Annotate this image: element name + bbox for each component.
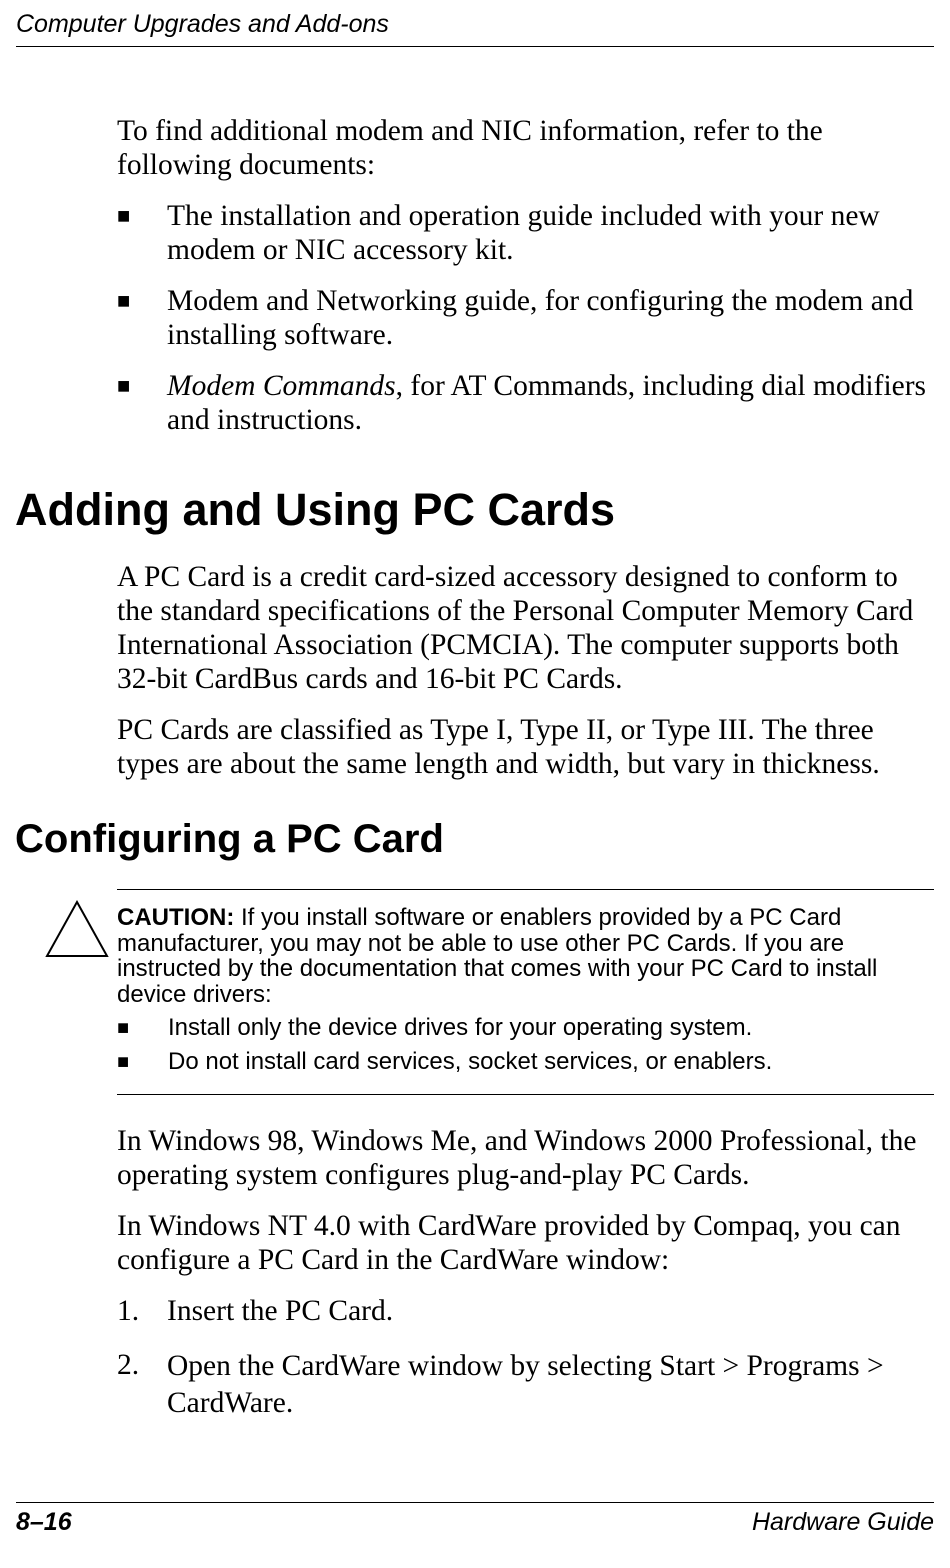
caution-triangle-icon <box>45 900 109 958</box>
caution-top-rule <box>117 889 934 890</box>
caution-bullet-text: Install only the device drives for your operating system. <box>168 1014 753 1041</box>
footer-rule <box>16 1502 934 1503</box>
caution-text <box>117 905 937 1007</box>
intro-paragraph: To find additional modem and NIC information, refer to the following documents: <box>117 115 823 181</box>
step-number: 1. <box>117 1295 140 1327</box>
windows-98-paragraph: In Windows 98, Windows Me, and Windows 2000 Professional, the operating system configures plug-and-play PC Cards. <box>117 1125 917 1191</box>
header-rule <box>16 46 934 47</box>
bullet-square-icon: ■ <box>117 203 131 228</box>
caution-label: CAUTION: <box>117 904 235 931</box>
pc-card-types: PC Cards are classified as Type I, Type II, or Type III. The three types are about the same length and width, but vary in thickness. <box>117 714 880 780</box>
caution-body: If you install software or enablers provided by a PC Card manufacturer, you may not be able to use other PC Cards. If you are instructed by the documentation that comes with your PC Card to install device drivers: <box>117 904 878 1008</box>
bullet-square-icon: ■ <box>117 373 131 398</box>
section-heading-configuring: Configuring a PC Card <box>15 817 444 861</box>
intro-bullet-text-rest: , for AT Commands, including dial modifiers and instructions. <box>167 370 927 436</box>
bullet-square-icon: ■ <box>117 1051 130 1073</box>
windows-nt-paragraph: In Windows NT 4.0 with CardWare provided by Compaq, you can configure a PC Card in the CardWare window: <box>117 1210 901 1276</box>
document-title-italic: Modem Commands <box>167 370 396 402</box>
caution-bottom-rule <box>117 1094 934 1095</box>
caution-bullet-text: Do not install card services, socket services, or enablers. <box>168 1048 773 1075</box>
book-title: Hardware Guide <box>751 1508 934 1536</box>
page-number: 8–16 <box>16 1508 72 1536</box>
step-text: Insert the PC Card. <box>167 1295 394 1327</box>
bullet-square-icon: ■ <box>117 1017 130 1039</box>
section-heading-pc-cards: Adding and Using PC Cards <box>15 484 616 535</box>
step-number: 2. <box>117 1349 140 1381</box>
bullet-square-icon: ■ <box>117 288 131 313</box>
intro-bullet-text: Modem and Networking guide, for configuring the modem and installing software. <box>167 285 914 351</box>
step-text: Open the CardWare window by selecting Start > Programs > CardWare. <box>167 1350 884 1419</box>
intro-bullet-text <box>167 369 937 437</box>
running-head: Computer Upgrades and Add-ons <box>16 10 389 38</box>
intro-bullet-text: The installation and operation guide included with your new modem or NIC accessory kit. <box>167 200 880 266</box>
pc-card-description: A PC Card is a credit card-sized accessory designed to conform to the standard specifications of the Personal Computer Memory Card International Association (PCMCIA). The computer supports both 32-bit CardBus cards and 16-bit PC Cards. <box>117 561 914 695</box>
